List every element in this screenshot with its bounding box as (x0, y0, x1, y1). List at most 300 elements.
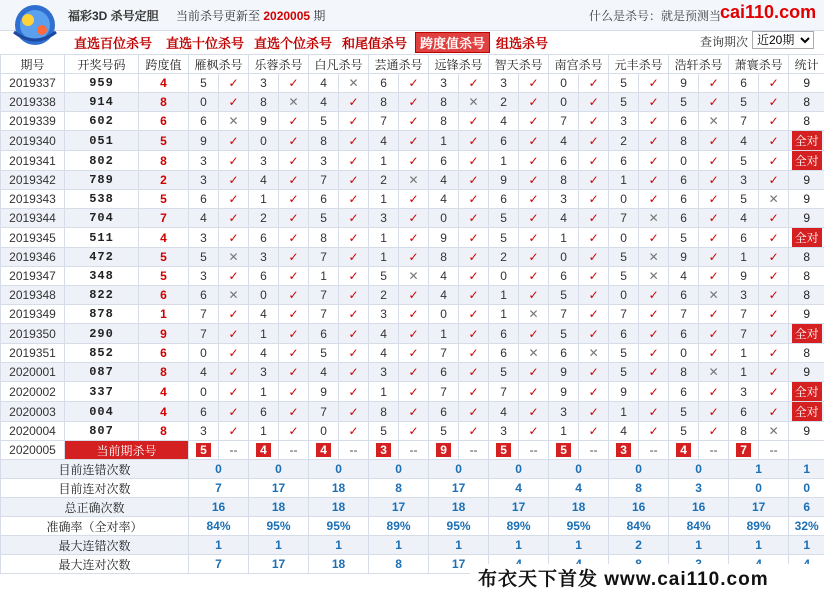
span-cell: 5 (139, 131, 189, 151)
check-icon: ✓ (759, 382, 789, 402)
check-icon: ✓ (579, 171, 609, 190)
update-period: 2020005 (263, 9, 310, 23)
current-kill-cell (549, 441, 579, 460)
kill-value-cell: 6 (669, 112, 699, 131)
stats-value: 3 (669, 479, 729, 498)
check-icon: ✓ (699, 228, 729, 248)
stats-value: 0 (369, 460, 429, 479)
kill-value-cell: 5 (189, 248, 219, 267)
check-icon: ✓ (339, 209, 369, 228)
pending-cell: -- (399, 441, 429, 460)
kill-value-cell: 3 (369, 363, 399, 382)
stats-row (1, 536, 824, 555)
check-icon: ✓ (339, 267, 369, 286)
kill-value-cell: 5 (609, 74, 639, 93)
pending-cell: -- (339, 441, 369, 460)
nav-hundreds-kill[interactable]: 直选百位杀号 (74, 33, 152, 52)
draw-number-cell: 959 (65, 74, 139, 93)
check-icon: ✓ (519, 93, 549, 112)
kill-value-cell: 6 (669, 171, 699, 190)
kill-value-cell: 0 (189, 344, 219, 363)
kill-value-cell: 5 (609, 363, 639, 382)
cross-icon: ✕ (519, 344, 549, 363)
draw-number-cell: 087 (65, 363, 139, 382)
draw-number-cell: 704 (65, 209, 139, 228)
check-icon: ✓ (219, 151, 249, 171)
check-icon: ✓ (579, 305, 609, 324)
stats-total: 6 (789, 498, 824, 517)
period-cell: 2020003 (1, 402, 65, 422)
check-icon: ✓ (579, 286, 609, 305)
kill-value-cell: 4 (249, 171, 279, 190)
kill-value-cell: 6 (549, 267, 579, 286)
check-icon: ✓ (699, 74, 729, 93)
check-icon: ✓ (219, 190, 249, 209)
kill-value-cell: 1 (309, 267, 339, 286)
period-cell: 2019349 (1, 305, 65, 324)
current-kill-cell (489, 441, 519, 460)
stats-value: 17 (429, 555, 489, 574)
stats-value: 84% (609, 517, 669, 536)
kill-value-cell: 3 (489, 422, 519, 441)
current-stat-cell (789, 441, 824, 460)
kill-value-cell: 7 (549, 112, 579, 131)
page-title: 福彩3D 杀号定胆 (68, 7, 159, 24)
check-icon: ✓ (759, 131, 789, 151)
kill-value-cell: 6 (729, 402, 759, 422)
kill-value-cell: 3 (609, 112, 639, 131)
stat-cell: 9 (789, 305, 824, 324)
check-icon: ✓ (399, 248, 429, 267)
kill-value-cell: 9 (609, 382, 639, 402)
period-cell: 2019341 (1, 151, 65, 171)
stats-value: 16 (609, 498, 669, 517)
kill-value-cell: 5 (429, 422, 459, 441)
current-kill-value: 7 (736, 443, 751, 457)
check-icon: ✓ (279, 402, 309, 422)
check-icon: ✓ (639, 131, 669, 151)
kill-value-cell: 4 (369, 324, 399, 344)
check-icon: ✓ (279, 131, 309, 151)
span-cell: 7 (139, 209, 189, 228)
check-icon: ✓ (219, 209, 249, 228)
check-icon: ✓ (759, 171, 789, 190)
check-icon: ✓ (699, 131, 729, 151)
kill-value-cell: 6 (189, 190, 219, 209)
table-row (1, 228, 824, 248)
current-kill-value: 3 (616, 443, 631, 457)
period-cell: 2019342 (1, 171, 65, 190)
kill-value-cell: 6 (189, 112, 219, 131)
stats-value: 1 (249, 536, 309, 555)
kill-value-cell: 0 (609, 228, 639, 248)
check-icon: ✓ (579, 382, 609, 402)
stats-value: 0 (729, 479, 789, 498)
check-icon: ✓ (579, 324, 609, 344)
stats-value: 0 (189, 460, 249, 479)
kill-value-cell: 3 (249, 248, 279, 267)
period-cell: 2019340 (1, 131, 65, 151)
kill-value-cell: 6 (189, 402, 219, 422)
check-icon: ✓ (219, 93, 249, 112)
check-icon: ✓ (459, 363, 489, 382)
check-icon: ✓ (399, 228, 429, 248)
current-period-row (1, 441, 824, 460)
stats-value: 4 (489, 479, 549, 498)
nav-units-kill[interactable]: 直选个位杀号 (254, 33, 332, 52)
check-icon: ✓ (519, 248, 549, 267)
span-cell: 8 (139, 363, 189, 382)
check-icon: ✓ (639, 402, 669, 422)
check-icon: ✓ (459, 382, 489, 402)
col-period: 期号 (1, 55, 65, 74)
kill-value-cell: 4 (309, 363, 339, 382)
check-icon: ✓ (699, 209, 729, 228)
kill-value-cell: 9 (549, 382, 579, 402)
table-row (1, 422, 824, 441)
kill-value-cell: 3 (369, 305, 399, 324)
pending-cell: -- (699, 441, 729, 460)
kill-value-cell: 6 (669, 190, 699, 209)
stat-cell: 9 (789, 363, 824, 382)
col-stat: 统计 (789, 55, 824, 74)
stats-value: 0 (249, 460, 309, 479)
check-icon: ✓ (579, 209, 609, 228)
kill-value-cell: 4 (729, 131, 759, 151)
stat-cell (789, 382, 824, 402)
pending-cell: -- (219, 441, 249, 460)
kill-value-cell: 6 (429, 402, 459, 422)
all-correct-badge: 全对 (792, 228, 822, 247)
check-icon: ✓ (339, 171, 369, 190)
kill-value-cell: 4 (249, 344, 279, 363)
table-row (1, 93, 824, 112)
update-prefix: 当前杀号更新至 (176, 9, 260, 23)
check-icon: ✓ (579, 267, 609, 286)
kill-value-cell: 5 (609, 344, 639, 363)
check-icon: ✓ (699, 171, 729, 190)
kill-value-cell: 4 (189, 209, 219, 228)
kill-value-cell: 6 (489, 190, 519, 209)
cross-icon: ✕ (639, 248, 669, 267)
current-kill-value: 4 (256, 443, 271, 457)
kill-value-cell: 4 (729, 209, 759, 228)
kill-value-cell: 3 (549, 402, 579, 422)
current-kill-value: 5 (556, 443, 571, 457)
kill-value-cell: 0 (609, 286, 639, 305)
kill-value-cell: 6 (429, 363, 459, 382)
stat-cell: 9 (789, 74, 824, 93)
current-kill-cell (729, 441, 759, 460)
nav-tens-kill[interactable]: 直选十位杀号 (166, 33, 244, 52)
kill-value-cell: 8 (429, 112, 459, 131)
stats-value: 1 (729, 536, 789, 555)
table-row (1, 363, 824, 382)
footer-text: 布衣天下首发 www.cai110.com (478, 564, 769, 591)
stats-value: 17 (249, 479, 309, 498)
kill-value-cell: 7 (729, 305, 759, 324)
span-cell: 5 (139, 248, 189, 267)
kill-value-cell: 1 (729, 363, 759, 382)
watermark-footer (470, 564, 824, 587)
kill-value-cell: 0 (249, 286, 279, 305)
check-icon: ✓ (639, 112, 669, 131)
kill-value-cell: 4 (429, 190, 459, 209)
kill-value-cell: 3 (729, 286, 759, 305)
check-icon: ✓ (759, 305, 789, 324)
check-icon: ✓ (699, 402, 729, 422)
nav-group-kill[interactable]: 组选杀号 (496, 33, 548, 52)
kill-value-cell: 1 (369, 190, 399, 209)
kill-value-cell: 2 (369, 171, 399, 190)
current-kill-cell (609, 441, 639, 460)
check-icon: ✓ (579, 363, 609, 382)
check-icon: ✓ (759, 402, 789, 422)
kill-value-cell: 5 (309, 209, 339, 228)
kill-value-cell: 6 (609, 151, 639, 171)
kill-value-cell: 2 (249, 209, 279, 228)
period-select[interactable] (752, 31, 814, 49)
table-row (1, 344, 824, 363)
cross-icon: ✕ (759, 190, 789, 209)
check-icon: ✓ (219, 171, 249, 190)
kill-value-cell: 8 (549, 171, 579, 190)
check-icon: ✓ (759, 74, 789, 93)
span-cell: 6 (139, 286, 189, 305)
current-kill-value: 3 (376, 443, 391, 457)
cross-icon: ✕ (219, 248, 249, 267)
draw-number-cell: 290 (65, 324, 139, 344)
col-expert: 南宫杀号 (549, 55, 609, 74)
check-icon: ✓ (339, 151, 369, 171)
stats-value: 8 (369, 555, 429, 574)
nav-span-kill[interactable]: 跨度值杀号 (415, 32, 490, 53)
check-icon: ✓ (519, 209, 549, 228)
period-cell: 2019347 (1, 267, 65, 286)
check-icon: ✓ (579, 248, 609, 267)
kill-value-cell: 6 (489, 344, 519, 363)
stat-cell (789, 402, 824, 422)
kill-value-cell: 6 (489, 324, 519, 344)
cross-icon: ✕ (399, 267, 429, 286)
draw-number-cell: 051 (65, 131, 139, 151)
table-row (1, 171, 824, 190)
period-cell: 2019348 (1, 286, 65, 305)
kill-value-cell: 7 (309, 286, 339, 305)
stat-cell: 8 (789, 93, 824, 112)
check-icon: ✓ (219, 305, 249, 324)
kill-value-cell: 0 (609, 190, 639, 209)
stats-value: 95% (309, 517, 369, 536)
check-icon: ✓ (339, 93, 369, 112)
check-icon: ✓ (459, 305, 489, 324)
kill-value-cell: 7 (309, 171, 339, 190)
check-icon: ✓ (279, 74, 309, 93)
check-icon: ✓ (279, 305, 309, 324)
check-icon: ✓ (639, 228, 669, 248)
kill-value-cell: 8 (249, 93, 279, 112)
check-icon: ✓ (399, 324, 429, 344)
kill-value-cell: 1 (489, 286, 519, 305)
current-period-cell: 2020005 (1, 441, 65, 460)
table-row (1, 209, 824, 228)
current-kill-cell (429, 441, 459, 460)
site-url-link[interactable]: cai110.com (720, 2, 816, 23)
span-cell: 4 (139, 74, 189, 93)
kill-table (0, 54, 824, 574)
kill-value-cell: 3 (189, 228, 219, 248)
kill-value-cell: 3 (309, 151, 339, 171)
kill-value-cell: 6 (729, 228, 759, 248)
kill-value-cell: 7 (609, 209, 639, 228)
kill-value-cell: 7 (489, 382, 519, 402)
stats-value: 95% (249, 517, 309, 536)
kill-value-cell: 3 (189, 422, 219, 441)
col-expert: 乐蓉杀号 (249, 55, 309, 74)
kill-value-cell: 6 (609, 324, 639, 344)
check-icon: ✓ (519, 228, 549, 248)
kill-value-cell: 7 (729, 112, 759, 131)
check-icon: ✓ (579, 131, 609, 151)
stat-cell: 8 (789, 286, 824, 305)
check-icon: ✓ (519, 131, 549, 151)
table-row (1, 286, 824, 305)
kill-value-cell: 4 (369, 344, 399, 363)
check-icon: ✓ (399, 74, 429, 93)
stats-value: 0 (489, 460, 549, 479)
stats-value: 7 (189, 479, 249, 498)
stats-value: 18 (309, 498, 369, 517)
check-icon: ✓ (579, 74, 609, 93)
kill-value-cell: 3 (249, 74, 279, 93)
kill-value-cell: 3 (189, 267, 219, 286)
stats-value: 8 (609, 479, 669, 498)
col-expert: 萧寰杀号 (729, 55, 789, 74)
check-icon: ✓ (219, 363, 249, 382)
kill-value-cell: 5 (729, 151, 759, 171)
check-icon: ✓ (699, 422, 729, 441)
kill-value-cell: 1 (729, 344, 759, 363)
kill-value-cell: 6 (249, 402, 279, 422)
kill-value-cell: 1 (249, 190, 279, 209)
kill-value-cell: 9 (669, 74, 699, 93)
check-icon: ✓ (759, 209, 789, 228)
kill-value-cell: 9 (249, 112, 279, 131)
check-icon: ✓ (639, 93, 669, 112)
kill-value-cell: 7 (309, 305, 339, 324)
cross-icon: ✕ (219, 286, 249, 305)
check-icon: ✓ (759, 228, 789, 248)
kill-value-cell: 6 (549, 344, 579, 363)
check-icon: ✓ (639, 344, 669, 363)
check-icon: ✓ (279, 112, 309, 131)
kill-value-cell: 9 (489, 171, 519, 190)
check-icon: ✓ (519, 190, 549, 209)
span-cell: 8 (139, 93, 189, 112)
stats-value: 17 (249, 555, 309, 574)
period-cell: 2019350 (1, 324, 65, 344)
stats-value: 2 (609, 536, 669, 555)
kill-value-cell: 6 (249, 267, 279, 286)
table-row (1, 190, 824, 209)
kill-value-cell: 2 (369, 286, 399, 305)
kill-value-cell: 5 (669, 228, 699, 248)
kill-value-cell: 9 (729, 267, 759, 286)
check-icon: ✓ (459, 402, 489, 422)
stats-value: 89% (489, 517, 549, 536)
kill-value-cell: 4 (249, 305, 279, 324)
stat-cell: 8 (789, 344, 824, 363)
draw-number-cell: 822 (65, 286, 139, 305)
kill-value-cell: 0 (489, 267, 519, 286)
nav-sum-tail-kill[interactable]: 和尾值杀号 (342, 33, 407, 52)
kill-value-cell: 0 (309, 422, 339, 441)
check-icon: ✓ (579, 228, 609, 248)
stats-row (1, 517, 824, 536)
kill-value-cell: 6 (549, 151, 579, 171)
kill-value-cell: 5 (189, 74, 219, 93)
kill-value-cell: 0 (429, 209, 459, 228)
period-cell: 2019346 (1, 248, 65, 267)
stats-label: 准确率（全对率） (1, 517, 189, 536)
draw-number-cell: 878 (65, 305, 139, 324)
kill-value-cell: 9 (189, 131, 219, 151)
draw-number-cell: 538 (65, 190, 139, 209)
kill-value-cell: 7 (189, 324, 219, 344)
check-icon: ✓ (219, 228, 249, 248)
check-icon: ✓ (759, 151, 789, 171)
table-body (1, 74, 824, 574)
kill-value-cell: 5 (729, 93, 759, 112)
check-icon: ✓ (759, 248, 789, 267)
kill-value-cell: 4 (309, 93, 339, 112)
current-kill-label: 当前期杀号 (65, 441, 189, 460)
check-icon: ✓ (219, 267, 249, 286)
stat-cell (789, 324, 824, 344)
kill-value-cell: 4 (489, 402, 519, 422)
check-icon: ✓ (759, 112, 789, 131)
stats-value: 89% (369, 517, 429, 536)
kill-value-cell: 5 (669, 422, 699, 441)
period-cell: 2019345 (1, 228, 65, 248)
stats-value: 17 (369, 498, 429, 517)
period-label: 查询期次 (700, 33, 748, 50)
span-cell: 6 (139, 344, 189, 363)
kill-value-cell: 1 (609, 171, 639, 190)
stats-value: 95% (429, 517, 489, 536)
stats-value: 0 (429, 460, 489, 479)
check-icon: ✓ (639, 171, 669, 190)
check-icon: ✓ (399, 93, 429, 112)
check-icon: ✓ (339, 131, 369, 151)
check-icon: ✓ (459, 248, 489, 267)
stats-value: 1 (489, 536, 549, 555)
check-icon: ✓ (339, 248, 369, 267)
stats-value: 84% (189, 517, 249, 536)
pending-cell: -- (459, 441, 489, 460)
cross-icon: ✕ (459, 93, 489, 112)
check-icon: ✓ (639, 190, 669, 209)
stats-value: 18 (309, 479, 369, 498)
col-expert: 远锋杀号 (429, 55, 489, 74)
check-icon: ✓ (219, 131, 249, 151)
draw-number-cell: 914 (65, 93, 139, 112)
cross-icon: ✕ (519, 305, 549, 324)
check-icon: ✓ (339, 190, 369, 209)
stat-cell: 8 (789, 112, 824, 131)
kill-value-cell: 1 (489, 305, 519, 324)
kill-value-cell: 3 (729, 171, 759, 190)
